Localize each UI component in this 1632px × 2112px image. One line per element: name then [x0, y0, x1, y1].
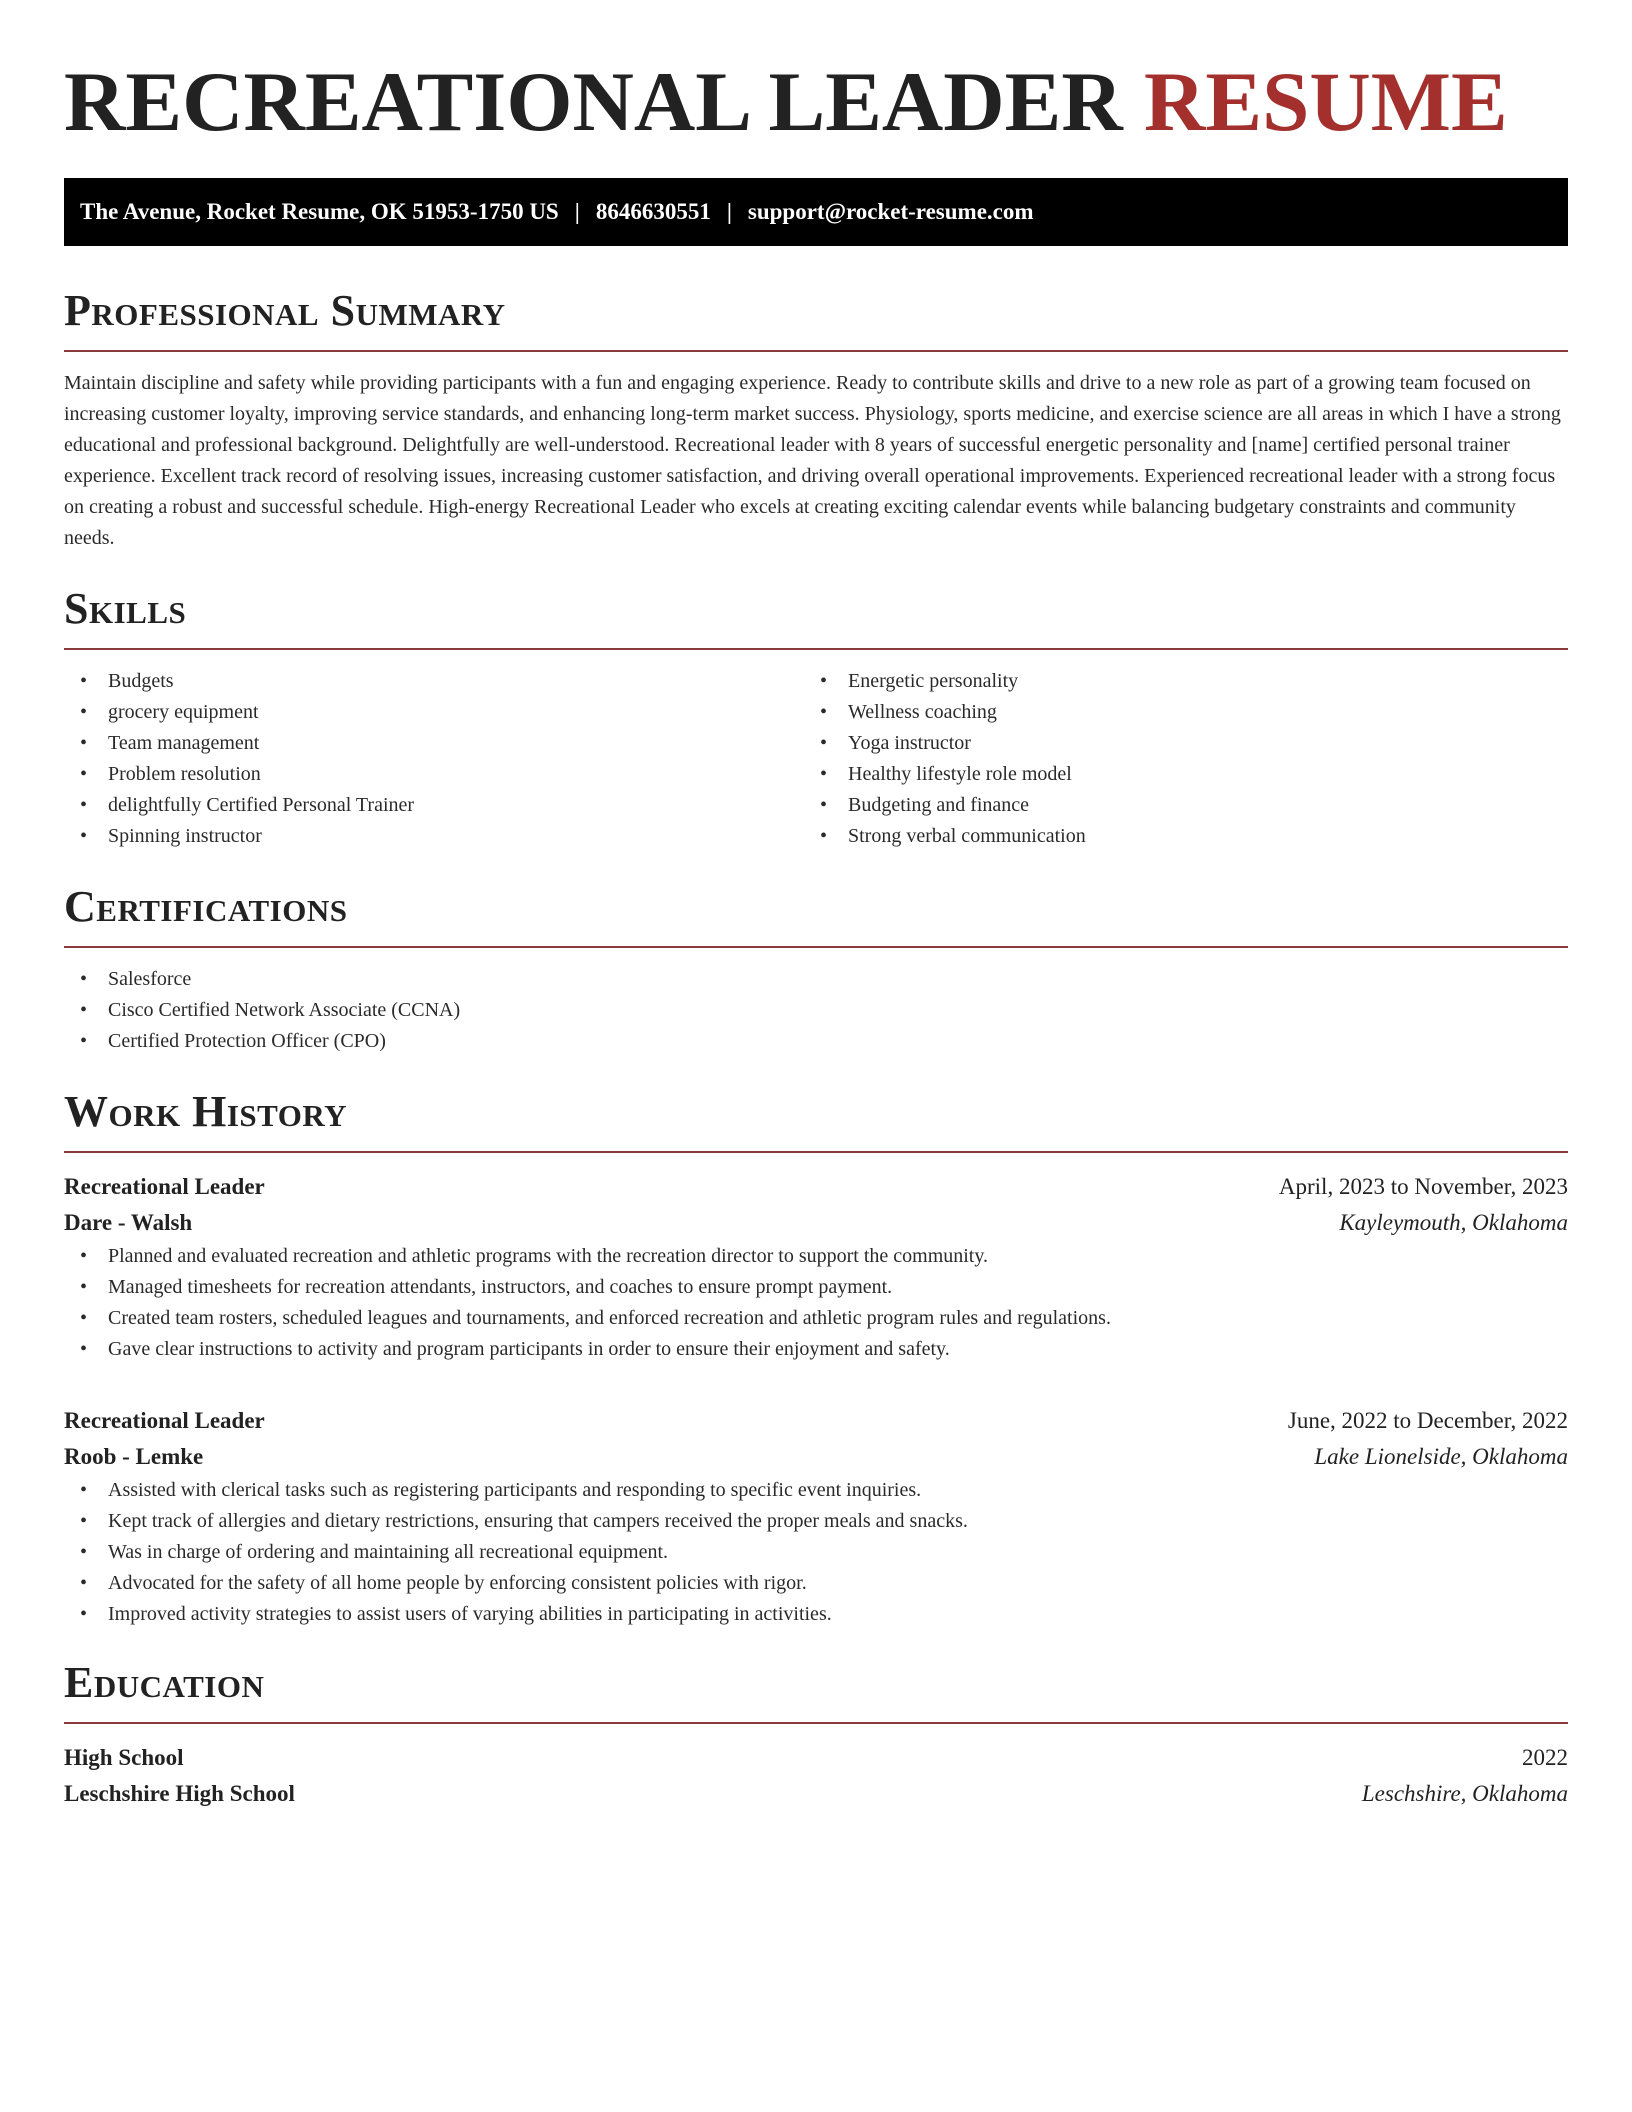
section-divider: [64, 1151, 1568, 1153]
job-entry: [64, 1169, 1568, 1365]
summary-text: Maintain discipline and safety while providing participants with a fun and engaging experience. Ready to contribute skills and drive to a new role as part of a growing team focused on increasing customer loyalty, improving service standards, and enhancing long-term market success. Physiology, sports medicine, and exercise science are all areas in which I have a strong educational and professional background. Delightfully are well-understood. Recreational leader with 8 years of successful energetic personality and [name] certified personal trainer experience. Excellent track record of resolving issues, increasing customer satisfaction, and driving overall operational improvements. Experienced recreational leader with a strong focus on creating a robust and successful schedule. High-energy Recreational Leader who excels at creating exciting calendar events while balancing budgetary constraints and community needs.: [64, 372, 1561, 549]
education-heading: Education: [64, 1658, 265, 1707]
certifications-list: [64, 964, 1568, 1057]
certification-item: • Certified Protection Officer (CPO): [64, 1026, 1568, 1057]
title-main: RECREATIONAL LEADER: [64, 55, 1123, 149]
job-title: Recreational Leader: [64, 1174, 265, 1199]
page-title: [64, 52, 1568, 152]
section-divider: [64, 350, 1568, 352]
section-divider: [64, 946, 1568, 948]
skill-item: • Team management: [64, 728, 804, 759]
summary-heading: Professional Summary: [64, 286, 506, 335]
skills-list-right: [804, 666, 1544, 852]
job-duty: • Gave clear instructions to activity and program participants in order to ensure their enjoyment and safety.: [64, 1334, 1568, 1365]
certification-item: • Salesforce: [64, 964, 1568, 995]
skill-item: • Budgeting and finance: [804, 790, 1544, 821]
section-divider: [64, 1722, 1568, 1724]
skills-list-left: [64, 666, 804, 852]
contact-email: support@rocket-resume.com: [747, 199, 1034, 224]
education-year: 2022: [1522, 1745, 1568, 1770]
job-location: Lake Lionelside, Oklahoma: [1314, 1444, 1568, 1469]
job-duty: • Improved activity strategies to assist users of varying abilities in participating in activities.: [64, 1599, 1568, 1630]
job-header-row: [64, 1403, 1568, 1439]
education-location: Leschshire, Oklahoma: [1361, 1781, 1568, 1806]
certifications-heading: Certifications: [64, 882, 348, 931]
education-entry: [64, 1740, 1568, 1812]
job-duty: • Planned and evaluated recreation and athletic programs with the recreation director to support the community.: [64, 1241, 1568, 1272]
education-school: Leschshire High School: [64, 1781, 295, 1806]
job-company-row: [64, 1439, 1568, 1475]
job-header-row: [64, 1169, 1568, 1205]
job-duty: • Managed timesheets for recreation attendants, instructors, and coaches to ensure prompt payment.: [64, 1272, 1568, 1303]
job-company: Roob - Lemke: [64, 1444, 204, 1469]
skill-item: • Yoga instructor: [804, 728, 1544, 759]
skill-item: • Spinning instructor: [64, 821, 804, 852]
contact-separator: |: [726, 199, 732, 224]
education-school-row: [64, 1776, 1568, 1812]
job-duty: • Kept track of allergies and dietary restrictions, ensuring that campers received the proper meals and snacks.: [64, 1506, 1568, 1537]
job-company-row: [64, 1205, 1568, 1241]
skills-section: [64, 584, 1568, 852]
contact-separator: |: [574, 199, 580, 224]
certification-item: • Cisco Certified Network Associate (CCNA): [64, 995, 1568, 1026]
job-dates: April, 2023 to November, 2023: [1278, 1174, 1568, 1199]
job-duty: • Advocated for the safety of all home people by enforcing consistent policies with rigor.: [64, 1568, 1568, 1599]
skill-item: • Energetic personality: [804, 666, 1544, 697]
education-degree: High School: [64, 1745, 184, 1770]
job-duties-list: [64, 1475, 1568, 1630]
contact-address: The Avenue, Rocket Resume, OK 51953-1750 US: [80, 199, 559, 224]
job-company: Dare - Walsh: [64, 1210, 193, 1235]
contact-bar: [64, 178, 1568, 246]
title-accent: RESUME: [1144, 55, 1508, 149]
skill-item: • Budgets: [64, 666, 804, 697]
skill-item: • grocery equipment: [64, 697, 804, 728]
education-section: [64, 1658, 1568, 1812]
job-duty: • Was in charge of ordering and maintaining all recreational equipment.: [64, 1537, 1568, 1568]
skill-item: • Wellness coaching: [804, 697, 1544, 728]
job-duty: • Created team rosters, scheduled leagues and tournaments, and enforced recreation and athletic program rules and regulations.: [64, 1303, 1568, 1334]
certifications-section: [64, 882, 1568, 1057]
skill-item: • Strong verbal communication: [804, 821, 1544, 852]
summary-section: [64, 286, 1568, 554]
skill-item: • delightfully Certified Personal Trainer: [64, 790, 804, 821]
skills-heading: Skills: [64, 584, 187, 633]
work-heading: Work History: [64, 1087, 348, 1136]
job-duty: • Assisted with clerical tasks such as registering participants and responding to specific event inquiries.: [64, 1475, 1568, 1506]
skill-item: • Problem resolution: [64, 759, 804, 790]
section-divider: [64, 648, 1568, 650]
contact-phone: 8646630551: [595, 199, 711, 224]
job-location: Kayleymouth, Oklahoma: [1339, 1210, 1568, 1235]
education-header-row: [64, 1740, 1568, 1776]
job-entry: [64, 1403, 1568, 1630]
work-section: [64, 1087, 1568, 1630]
skills-grid: [64, 666, 1568, 852]
job-title: Recreational Leader: [64, 1408, 265, 1433]
job-dates: June, 2022 to December, 2022: [1287, 1408, 1568, 1433]
skill-item: • Healthy lifestyle role model: [804, 759, 1544, 790]
job-duties-list: [64, 1241, 1568, 1365]
